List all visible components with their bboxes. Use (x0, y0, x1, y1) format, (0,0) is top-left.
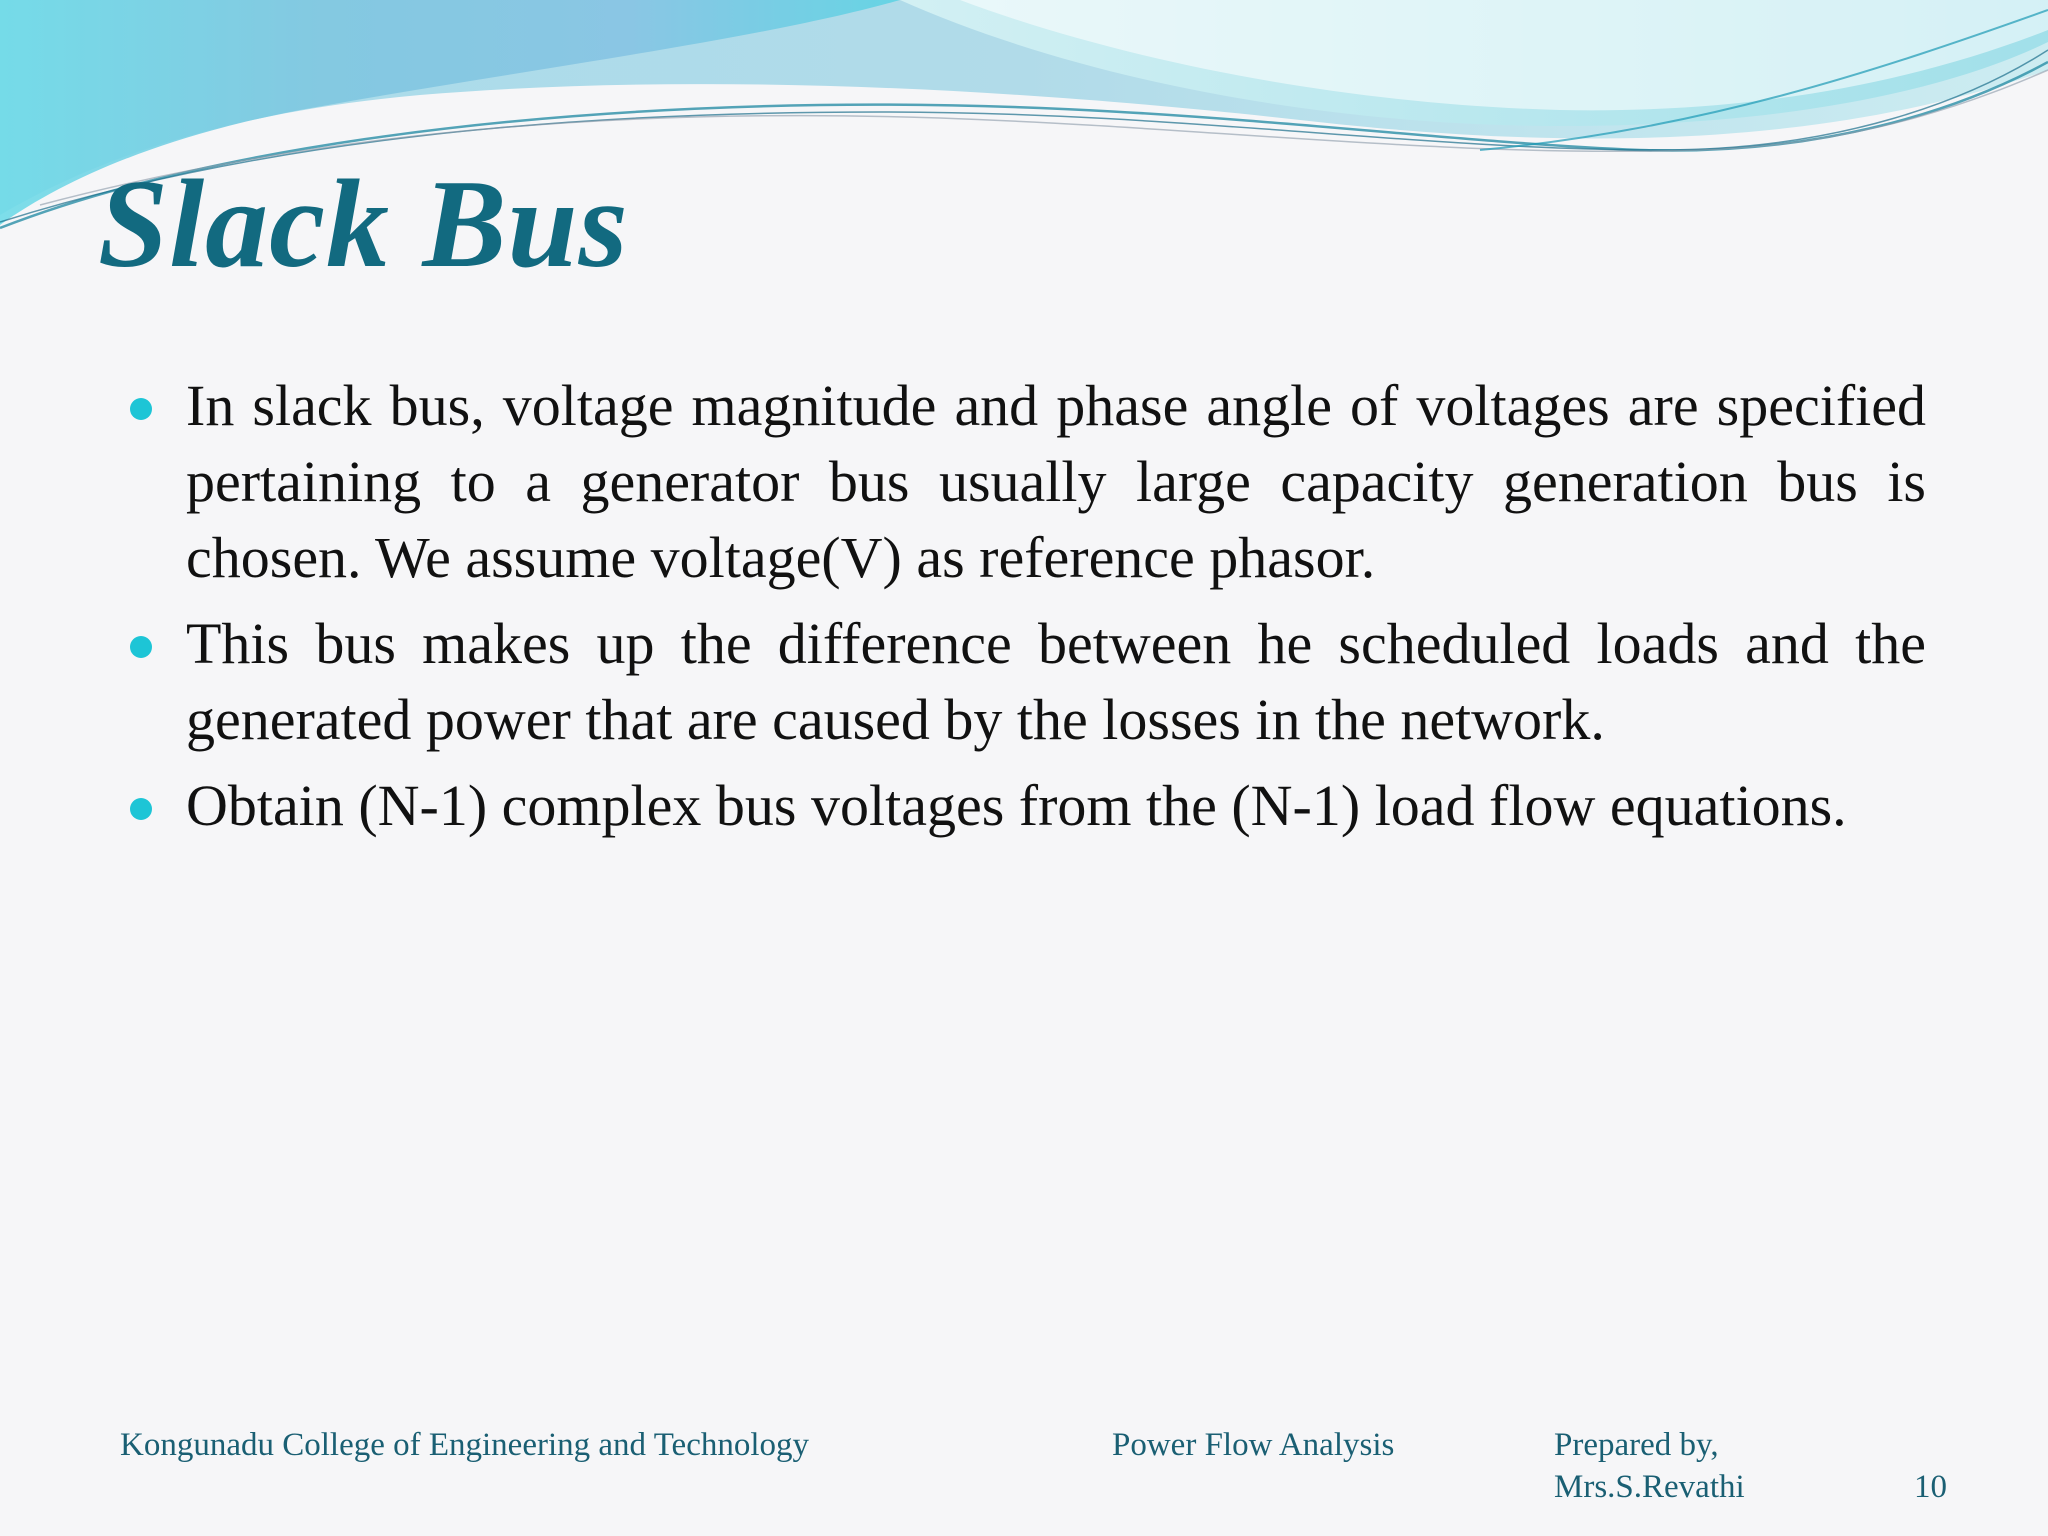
footer-topic: Power Flow Analysis (1112, 1427, 1395, 1463)
bullet-item (120, 768, 1926, 844)
bullet-list (120, 368, 1926, 854)
footer-college: Kongunadu College of Engineering and Technology (120, 1427, 810, 1463)
circle-bullet-icon (130, 636, 152, 658)
footer-author-name: Mrs.S.Revathi (1554, 1469, 1745, 1505)
page-number: 10 (1914, 1469, 1947, 1505)
footer-prepared-by: Prepared by, (1554, 1427, 1719, 1463)
bullet-text: In slack bus, voltage magnitude and phase angle of voltages are specified pertaining to a generator bus usually large capacity generation bus is chosen. We assume voltage(V) as reference phasor. (186, 373, 1926, 590)
bullet-item (120, 368, 1926, 596)
bullet-text: Obtain (N-1) complex bus voltages from the (N-1) load flow equations. (186, 773, 1847, 838)
bullet-text: This bus makes up the difference between he scheduled loads and the generated power that are caused by the losses in the network. (186, 611, 1926, 752)
footer-author (1554, 1424, 1745, 1508)
bullet-item (120, 606, 1926, 758)
slide-title: Slack Bus (98, 155, 629, 294)
circle-bullet-icon (130, 398, 152, 420)
circle-bullet-icon (130, 798, 152, 820)
